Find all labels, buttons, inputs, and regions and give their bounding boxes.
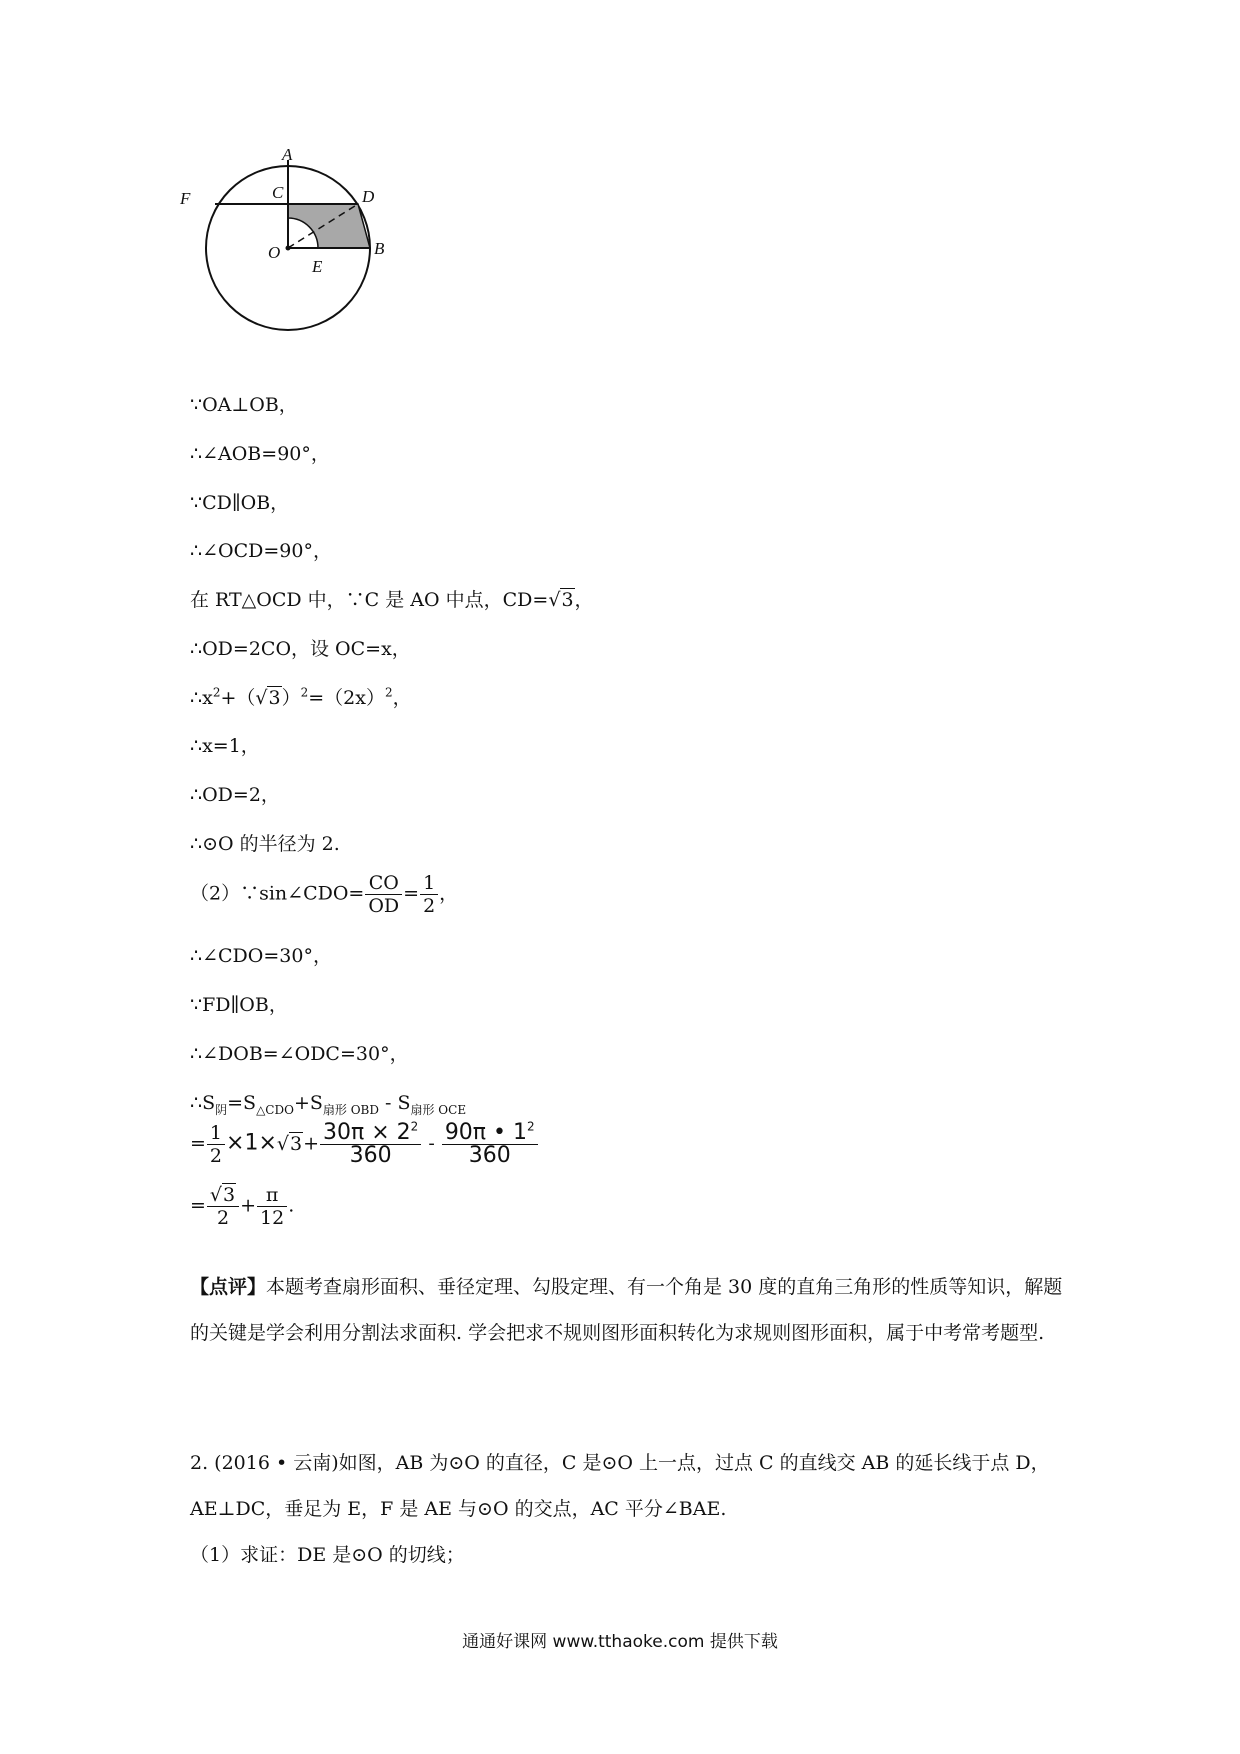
solution-line-11 xyxy=(190,872,458,917)
line5-end: ， xyxy=(574,589,594,611)
line16-minus: - xyxy=(422,1132,441,1155)
fraction-sector-obd: $\frac{30\pi \times 2^2}{360}$ xyxy=(320,1122,421,1167)
solution-line-17 xyxy=(190,1184,294,1229)
circle-figure xyxy=(180,145,420,370)
solution-line-5 xyxy=(190,587,594,613)
solution-line-4: ∴∠OCD=90°， xyxy=(190,540,332,562)
solution-line-1: ∵OA⊥OB， xyxy=(190,394,298,416)
comment-paragraph xyxy=(190,1264,1070,1356)
label-a: A xyxy=(282,145,293,164)
fraction-half: $\frac{1}{2}$ xyxy=(420,872,438,917)
label-o: O xyxy=(268,243,281,262)
solution-line-6: ∴OD=2CO，设 OC=x， xyxy=(190,638,411,660)
label-c: C xyxy=(272,183,284,202)
line15-g: - S xyxy=(378,1092,411,1114)
line15-sub3: 扇形 OBD xyxy=(322,1102,379,1117)
comment-tag: 【点评】 xyxy=(190,1276,267,1298)
line16-plus: + xyxy=(303,1132,320,1155)
label-f: F xyxy=(180,189,191,208)
solution-line-9: ∴OD=2， xyxy=(190,784,280,806)
line7-f: =（2x） xyxy=(308,687,385,709)
shaded-region xyxy=(288,204,370,248)
fraction-sector-oce: $\frac{90\pi • 1^2}{360}$ xyxy=(442,1122,538,1167)
line15-sub1: 阴 xyxy=(215,1102,228,1117)
line16-mid: ×1× xyxy=(226,1130,277,1156)
line11-eq: = xyxy=(403,882,420,905)
line17-eq: = xyxy=(190,1194,206,1217)
line15-e: +S xyxy=(293,1092,323,1114)
line17-post: . xyxy=(288,1194,295,1217)
line15-sub4: 扇形 OCE xyxy=(410,1102,467,1117)
solution-line-16 xyxy=(190,1119,539,1168)
problem-2-stem: 2. (2016 • 云南)如图，AB 为⊙O 的直径，C 是⊙O 上一点，过点 C 的直线交 AB 的延长线于点 D，AE⊥DC，垂足为 E，F 是 AE 与⊙O 的交点，AC 平分∠BAE. xyxy=(190,1452,1050,1520)
label-e: E xyxy=(312,257,323,276)
fraction-one-half: $\frac{1}{2}$ xyxy=(207,1122,225,1167)
line15-c: =S xyxy=(227,1092,257,1114)
line7-c: +（ xyxy=(220,687,256,709)
line7-d: ） xyxy=(281,687,301,709)
fraction-pi-over-12: $\frac{\pi}{12}$ xyxy=(257,1184,287,1229)
line7-a: ∴x xyxy=(190,687,213,709)
sqrt-3: √3 xyxy=(548,589,574,611)
line7-sup1: 2 xyxy=(212,685,221,700)
line7-sup2: 2 xyxy=(300,685,309,700)
line5-text: 在 RT△OCD 中，∵C 是 AO 中点，CD= xyxy=(190,589,549,611)
solution-line-3: ∵CD∥OB， xyxy=(190,492,290,514)
solution-line-10: ∴⊙O 的半径为 2. xyxy=(190,833,340,855)
comment-text: 本题考查扇形面积、垂径定理、勾股定理、有一个角是 30 度的直角三角形的性质等知识，解题的关键是学会利用分割法求面积. 学会把求不规则图形面积转化为求规则图形面积，属于中考常考题型. xyxy=(190,1276,1063,1344)
line15-a: ∴S xyxy=(190,1092,216,1114)
footer-credit: 通通好课网 www.tthaoke.com 提供下载 xyxy=(462,1632,778,1652)
fraction-co-od: $\frac{CO}{OD}$ xyxy=(365,872,402,917)
sqrt-3b: √3 xyxy=(255,687,281,709)
solution-line-12: ∴∠CDO=30°， xyxy=(190,945,332,967)
line15-sub2: △CDO xyxy=(256,1102,294,1117)
line11-pre: （2）∵sin∠CDO= xyxy=(190,882,365,905)
solution-line-14: ∴∠DOB=∠ODC=30°， xyxy=(190,1043,409,1065)
line7-sup3: 2 xyxy=(384,685,393,700)
line7-h: ， xyxy=(392,687,412,709)
solution-line-8: ∴x=1， xyxy=(190,735,260,757)
line16-eq: = xyxy=(190,1132,206,1155)
solution-line-7 xyxy=(190,685,412,711)
center-dot xyxy=(286,246,291,251)
solution-line-13: ∵FD∥OB， xyxy=(190,994,288,1016)
line17-plus: + xyxy=(240,1194,257,1217)
fraction-root3-over-2: $\frac{√3}{2}$ xyxy=(207,1184,239,1229)
line11-post: ， xyxy=(439,882,459,905)
problem-2-part-1: （1）求证：DE 是⊙O 的切线； xyxy=(190,1544,465,1566)
solution-line-2: ∴∠AOB=90°， xyxy=(190,443,330,465)
label-b: B xyxy=(374,239,385,258)
sqrt-3c: √3 xyxy=(276,1132,303,1155)
label-d: D xyxy=(362,187,375,206)
solution-line-15 xyxy=(190,1090,466,1116)
